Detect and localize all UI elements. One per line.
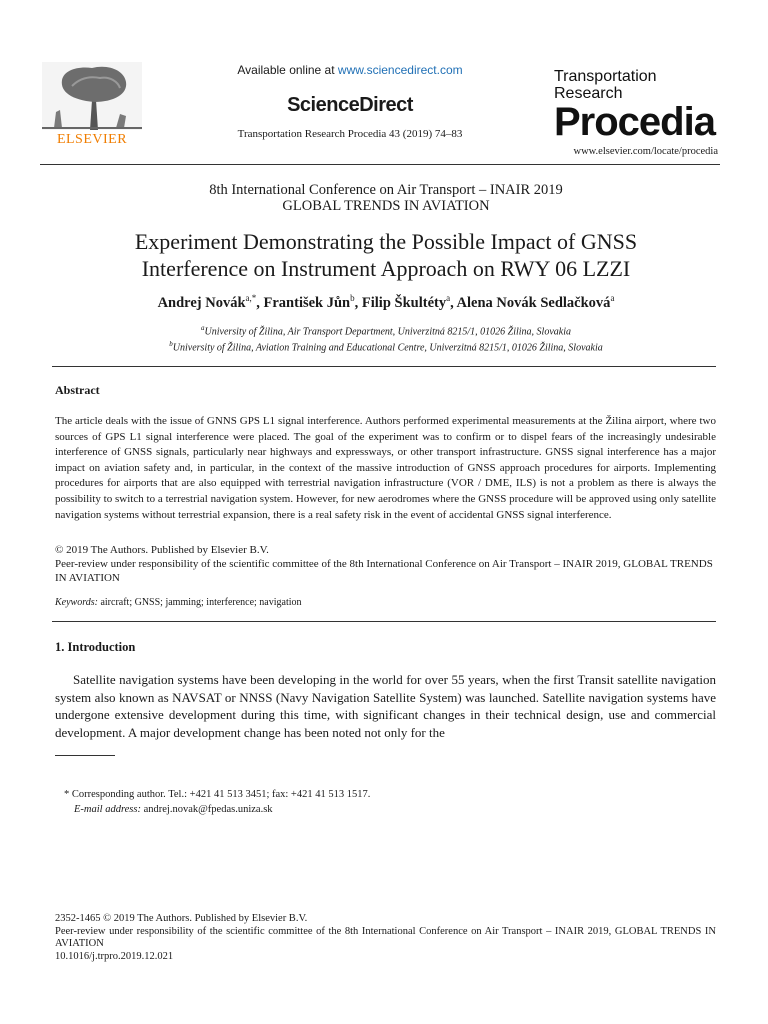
author-name: Alena Novák Sedlačková — [456, 294, 611, 311]
available-online — [200, 63, 500, 77]
section-heading-introduction: 1. Introduction — [55, 640, 136, 654]
author-affiliation-mark: a — [446, 293, 451, 303]
footnote-divider — [55, 755, 115, 756]
paper-title — [60, 228, 712, 282]
paper-title-line1: Experiment Demonstrating the Possible Impact of GNSS — [134, 229, 638, 254]
elsevier-tree-logo-icon — [42, 62, 142, 130]
email-footnote — [74, 804, 273, 815]
journal-url-link[interactable]: www.elsevier.com/locate/procedia — [573, 146, 718, 157]
author-separator: , — [354, 294, 362, 311]
affiliation-mark: a — [201, 324, 205, 332]
journal-logo-line2: Research — [554, 85, 623, 102]
author-affiliation-mark: a,* — [245, 293, 257, 303]
keywords — [55, 597, 716, 608]
email-address-link[interactable]: andrej.novak@fpedas.uniza.sk — [140, 804, 273, 815]
paper-title-line2: Interference on Instrument Approach on RWY 06 LZZI — [141, 256, 631, 281]
header-divider — [40, 164, 720, 165]
abstract-body: The article deals with the issue of GNNS GPS L1 signal interference. Authors performed experimental measurements at the Žilina airport, where two sources of GPS L1 signal interference were placed. The goal of the experiment was to confirm or to dispel fears of the increasingly undesirable interference of GNSS signals, particularly near highways and expressways, or other transport infrastructure. GNSS signal interference has a major impact on aviation safety and, in particular, in the context of the massive introduction of GNSS approach procedures for airports. Implementing procedures for airports that are also equipped with terrestrial navigation infrastructure (VOR / DME, ILS) is not a problem as there is always the possibility to switch to a terrestrial navigation system. However, for new aerodromes where the GNSS procedure will be approved using only satellite navigation systems without terrestrial expansion, there is a real safety risk in the event of accidental GNSS signal interference. — [55, 415, 716, 521]
available-online-label: Available online at — [237, 63, 338, 77]
author-name: Andrej Novák — [157, 294, 246, 311]
affiliation-a — [40, 324, 732, 337]
author-affiliation-mark: a — [610, 293, 615, 303]
footer-issn: 2352-1465 © 2019 The Authors. Published by Elsevier B.V. — [55, 913, 308, 924]
author-list — [40, 293, 732, 312]
abstract-divider-top — [52, 366, 716, 367]
journal-logo-line1: Transportation — [554, 68, 657, 85]
sciencedirect-link[interactable]: www.sciencedirect.com — [337, 63, 463, 77]
conference-theme: GLOBAL TRENDS IN AVIATION — [282, 198, 490, 214]
page-footer — [55, 913, 716, 963]
author-name: František Jůn — [263, 294, 351, 311]
journal-reference: Transportation Research Procedia 43 (2019) 74–83 — [237, 128, 463, 140]
keywords-list: aircraft; GNSS; jamming; interference; navigation — [97, 597, 302, 608]
affiliation-b — [40, 340, 732, 353]
sciencedirect-logo: ScienceDirect — [287, 94, 413, 116]
footer-doi-link[interactable]: 10.1016/j.trpro.2019.12.021 — [55, 950, 174, 962]
corresponding-author-footnote: * Corresponding author. Tel.: +421 41 513 3451; fax: +421 41 513 1517. — [64, 789, 371, 800]
journal-logo — [554, 68, 716, 142]
abstract-heading: Abstract — [55, 383, 100, 397]
email-label: E-mail address: — [74, 804, 141, 815]
copyright-notice: © 2019 The Authors. Published by Elsevier B.V. — [55, 544, 269, 556]
author-separator: , — [256, 294, 264, 311]
affiliation-mark: b — [169, 340, 173, 348]
conference-name: 8th International Conference on Air Transport – INAIR 2019 — [209, 182, 563, 198]
affiliation-text: University of Žilina, Aviation Training and Educational Centre, Univerzitná 8215/1, 01026 Žilina, Slovakia — [172, 342, 603, 354]
peer-review-notice: Peer-review under responsibility of the scientific committee of the 8th International Conference on Air Transport – INAIR 2019, GLOBAL TRENDS IN AVIATION — [55, 558, 713, 584]
footer-peer-review: Peer-review under responsibility of the scientific committee of the 8th International Conference on Air Transport – INAIR 2019, GLOBAL TRENDS IN AVIATION — [55, 925, 716, 950]
introduction-body: Satellite navigation systems have been developing in the world for over 55 years, when the first Transit satellite navigation system also known as NAVSAT or NNSS (Navy Navigation Satellite System) was launched. Satellite navigation systems have undergone extensive development during this time, with significant changes in their technical design, use and commercial development. A major development change has been noted not only for the — [55, 672, 716, 740]
author-separator: , — [450, 294, 457, 311]
affiliation-text: University of Žilina, Air Transport Department, Univerzitná 8215/1, 01026 Žilina, Slovakia — [204, 326, 571, 338]
author-name: Filip Škultéty — [361, 294, 447, 311]
abstract-divider-bottom — [52, 621, 716, 622]
elsevier-wordmark: ELSEVIER — [56, 132, 128, 147]
author-affiliation-mark: b — [350, 293, 355, 303]
keywords-label: Keywords: — [55, 597, 98, 608]
journal-logo-procedia: Procedia — [554, 100, 715, 144]
